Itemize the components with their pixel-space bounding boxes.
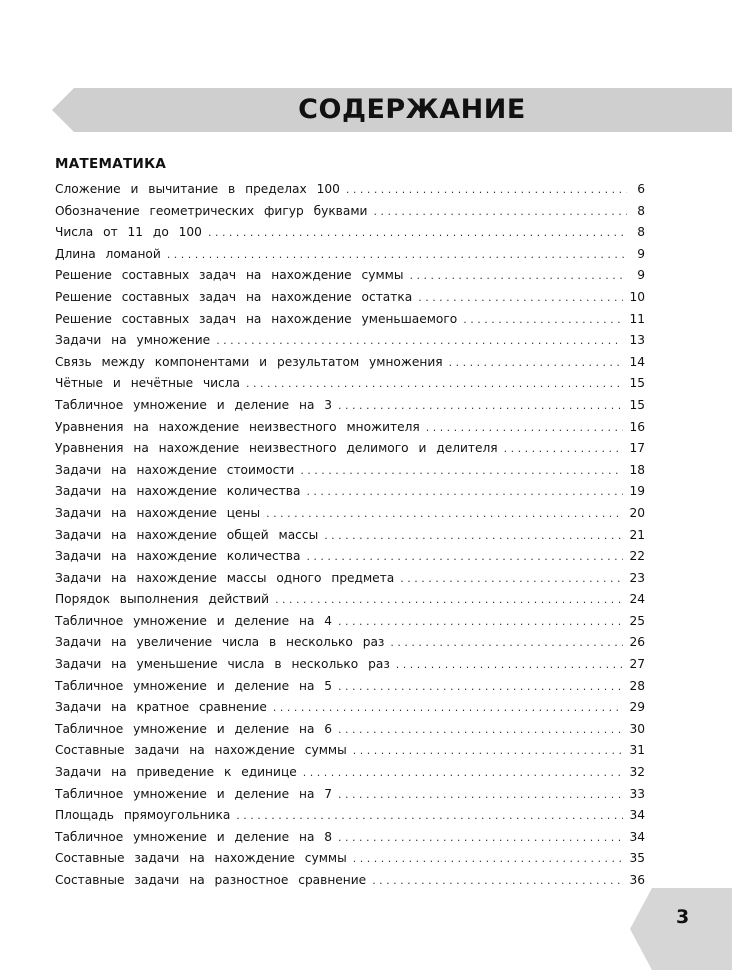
toc-entry [55, 182, 645, 204]
toc-entry-page: 15 [629, 397, 645, 412]
toc-leader-dots [338, 615, 623, 628]
page-title: СОДЕРЖАНИЕ [298, 94, 526, 125]
toc-leader-dots [418, 291, 623, 304]
toc-entry-page: 6 [637, 182, 645, 196]
toc-entry-title: Числа от 11 до 100 [55, 225, 202, 240]
toc-entry-title: Сложение и вычитание в пределах 100 [55, 182, 340, 196]
toc-leader-dots [208, 226, 627, 239]
toc-entry-title: Задачи на умножение [55, 333, 211, 348]
toc-leader-dots [273, 701, 624, 714]
toc-entry-page: 15 [629, 376, 645, 391]
toc-entry-title: Уравнения на нахождение неизвестного делимого и делителя [55, 441, 498, 456]
toc-entry-page: 21 [629, 527, 645, 542]
toc-entry-page: 14 [629, 354, 645, 369]
toc-entry-page: 28 [629, 678, 645, 693]
toc-leader-dots [306, 550, 623, 563]
toc-entry [55, 376, 645, 398]
toc-leader-dots [504, 442, 624, 455]
toc-entry-title: Задачи на нахождение общей массы [55, 527, 319, 542]
toc-entry [55, 830, 645, 852]
page-corner [630, 888, 732, 970]
toc-entry-page: 19 [629, 484, 645, 499]
toc-entry [55, 873, 645, 895]
toc-leader-dots [338, 680, 623, 693]
toc-leader-dots [306, 485, 623, 498]
toc-entry-page: 31 [629, 743, 645, 758]
section-title: МАТЕМАТИКА [55, 156, 167, 172]
toc-entry-title: Задачи на кратное сравнение [55, 700, 267, 715]
toc-entry-page: 33 [629, 786, 645, 801]
toc-entry [55, 722, 645, 744]
toc-entry-title: Задачи на нахождение количества [55, 484, 301, 499]
toc-entry-title: Задачи на нахождение массы одного предмета [55, 570, 395, 585]
toc-entry-title: Решение составных задач на нахождение суммы [55, 268, 404, 283]
toc-leader-dots [463, 313, 623, 326]
toc-leader-dots [338, 788, 623, 801]
toc-entry [55, 355, 645, 377]
toc-leader-dots [353, 852, 624, 865]
toc-leader-dots [372, 874, 623, 887]
toc-entry-title: Решение составных задач на нахождение остатка [55, 289, 413, 304]
toc-entry [55, 441, 645, 463]
toc-leader-dots [275, 593, 623, 606]
toc-leader-dots [266, 507, 623, 520]
toc-entry [55, 549, 645, 571]
toc-leader-dots [167, 248, 627, 261]
toc-entry-page: 18 [629, 462, 645, 477]
toc-entry-title: Решение составных задач на нахождение уменьшаемого [55, 311, 458, 326]
toc-entry [55, 398, 645, 420]
toc-entry-title: Порядок выполнения действий [55, 592, 270, 607]
toc-entry-page: 16 [629, 419, 645, 434]
toc-entry [55, 484, 645, 506]
toc-entry-page: 34 [629, 829, 645, 844]
table-of-contents [55, 182, 645, 895]
toc-entry [55, 787, 645, 809]
toc-entry-page: 23 [629, 570, 645, 585]
toc-leader-dots [324, 529, 623, 542]
toc-entry-page: 26 [629, 635, 645, 650]
toc-entry-title: Задачи на нахождение количества [55, 549, 301, 564]
toc-entry [55, 851, 645, 873]
toc-leader-dots [346, 183, 627, 196]
toc-entry [55, 225, 645, 247]
toc-entry [55, 463, 645, 485]
toc-entry-page: 32 [629, 765, 645, 780]
toc-entry-title: Длина ломаной [55, 246, 161, 261]
toc-leader-dots [390, 636, 623, 649]
toc-entry-page: 30 [629, 721, 645, 736]
toc-entry [55, 765, 645, 787]
toc-entry [55, 635, 645, 657]
toc-entry-page: 25 [629, 613, 645, 628]
toc-entry-title: Задачи на увеличение числа в несколько раз [55, 635, 385, 650]
toc-entry-title: Связь между компонентами и результатом умножения [55, 354, 443, 369]
toc-leader-dots [216, 334, 623, 347]
toc-leader-dots [338, 831, 623, 844]
toc-entry [55, 333, 645, 355]
toc-leader-dots [353, 744, 624, 757]
toc-entry-page: 11 [629, 311, 645, 326]
toc-leader-dots [426, 421, 624, 434]
toc-entry-page: 34 [629, 808, 645, 823]
toc-leader-dots [449, 356, 624, 369]
toc-entry-page: 9 [637, 268, 645, 283]
toc-entry-title: Табличное умножение и деление на 3 [55, 397, 333, 412]
toc-entry [55, 528, 645, 550]
corner-shape [630, 888, 732, 970]
toc-entry-page: 10 [629, 289, 645, 304]
toc-entry-page: 8 [637, 225, 645, 240]
toc-entry [55, 204, 645, 226]
toc-entry-page: 35 [629, 851, 645, 866]
toc-leader-dots [338, 723, 623, 736]
toc-entry-title: Задачи на уменьшение числа в несколько раз [55, 657, 390, 672]
toc-entry-page: 9 [637, 246, 645, 261]
toc-entry [55, 506, 645, 528]
toc-entry [55, 312, 645, 334]
toc-entry [55, 657, 645, 679]
toc-entry [55, 571, 645, 593]
toc-entry-title: Табличное умножение и деление на 8 [55, 829, 333, 844]
toc-entry-title: Уравнения на нахождение неизвестного множителя [55, 419, 420, 434]
toc-entry-page: 22 [629, 549, 645, 564]
toc-entry [55, 268, 645, 290]
toc-entry [55, 743, 645, 765]
page-number: 3 [676, 906, 690, 928]
toc-entry-title: Площадь прямоугольника [55, 808, 231, 823]
toc-leader-dots [373, 205, 627, 218]
toc-entry-page: 27 [629, 657, 645, 672]
toc-entry [55, 592, 645, 614]
toc-entry [55, 700, 645, 722]
toc-entry-title: Табличное умножение и деление на 5 [55, 678, 333, 693]
header-banner [52, 88, 732, 132]
toc-entry-title: Чётные и нечётные числа [55, 376, 241, 391]
toc-entry [55, 420, 645, 442]
toc-entry [55, 808, 645, 830]
toc-entry-title: Составные задачи на нахождение суммы [55, 851, 347, 866]
toc-entry-page: 17 [629, 441, 645, 456]
toc-entry-title: Составные задачи на разностное сравнение [55, 873, 367, 887]
toc-entry-page: 8 [637, 203, 645, 218]
toc-entry-page: 20 [629, 505, 645, 520]
toc-entry-title: Табличное умножение и деление на 7 [55, 786, 333, 801]
toc-entry-title: Табличное умножение и деление на 6 [55, 721, 333, 736]
toc-entry-title: Задачи на нахождение стоимости [55, 462, 295, 477]
toc-leader-dots [236, 809, 623, 822]
toc-entry-title: Задачи на приведение к единице [55, 765, 297, 780]
toc-leader-dots [400, 572, 623, 585]
toc-entry [55, 247, 645, 269]
toc-leader-dots [338, 399, 623, 412]
toc-leader-dots [300, 464, 623, 477]
toc-entry-title: Задачи на нахождение цены [55, 505, 261, 520]
toc-leader-dots [303, 766, 624, 779]
toc-entry-page: 24 [629, 592, 645, 607]
toc-entry [55, 614, 645, 636]
toc-entry-title: Составные задачи на нахождение суммы [55, 743, 347, 758]
toc-leader-dots [246, 377, 623, 390]
toc-entry-page: 36 [629, 873, 645, 887]
toc-entry-page: 13 [629, 333, 645, 348]
toc-entry [55, 679, 645, 701]
toc-entry-title: Обозначение геометрических фигур буквами [55, 203, 368, 218]
toc-leader-dots [409, 269, 627, 282]
toc-entry [55, 290, 645, 312]
toc-entry-title: Табличное умножение и деление на 4 [55, 613, 333, 628]
toc-leader-dots [396, 658, 624, 671]
toc-entry-page: 29 [629, 700, 645, 715]
